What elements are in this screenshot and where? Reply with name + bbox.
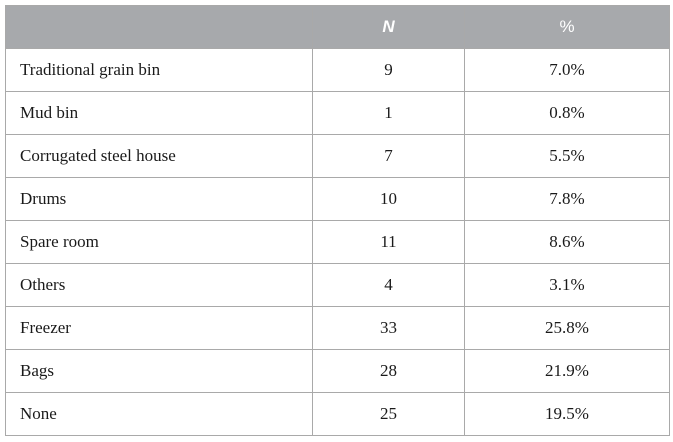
header-row xyxy=(6,6,670,49)
row-label: Drums xyxy=(6,178,313,221)
row-label: Freezer xyxy=(6,307,313,350)
row-label: Corrugated steel house xyxy=(6,135,313,178)
row-percent: 7.8% xyxy=(465,178,670,221)
table-body xyxy=(6,49,670,436)
row-count: 25 xyxy=(313,393,465,436)
table-row xyxy=(6,393,670,436)
table-row xyxy=(6,264,670,307)
row-percent: 25.8% xyxy=(465,307,670,350)
row-label: Others xyxy=(6,264,313,307)
row-count: 11 xyxy=(313,221,465,264)
row-count: 1 xyxy=(313,92,465,135)
row-percent: 0.8% xyxy=(465,92,670,135)
header-cell-label xyxy=(6,6,313,49)
row-count: 10 xyxy=(313,178,465,221)
table-row xyxy=(6,221,670,264)
row-count: 33 xyxy=(313,307,465,350)
table-row xyxy=(6,49,670,92)
row-count: 4 xyxy=(313,264,465,307)
row-percent: 7.0% xyxy=(465,49,670,92)
table-row xyxy=(6,350,670,393)
table-row xyxy=(6,92,670,135)
row-label: Bags xyxy=(6,350,313,393)
row-label: Traditional grain bin xyxy=(6,49,313,92)
row-count: 9 xyxy=(313,49,465,92)
data-table xyxy=(5,5,670,436)
row-label: Spare room xyxy=(6,221,313,264)
row-percent: 5.5% xyxy=(465,135,670,178)
row-label: None xyxy=(6,393,313,436)
row-label: Mud bin xyxy=(6,92,313,135)
header-cell-percent: % xyxy=(465,6,670,49)
row-count: 28 xyxy=(313,350,465,393)
table-row xyxy=(6,307,670,350)
row-percent: 21.9% xyxy=(465,350,670,393)
table-row xyxy=(6,178,670,221)
table-row xyxy=(6,135,670,178)
table-header xyxy=(6,6,670,49)
header-cell-n: N xyxy=(313,6,465,49)
row-count: 7 xyxy=(313,135,465,178)
row-percent: 3.1% xyxy=(465,264,670,307)
row-percent: 19.5% xyxy=(465,393,670,436)
row-percent: 8.6% xyxy=(465,221,670,264)
